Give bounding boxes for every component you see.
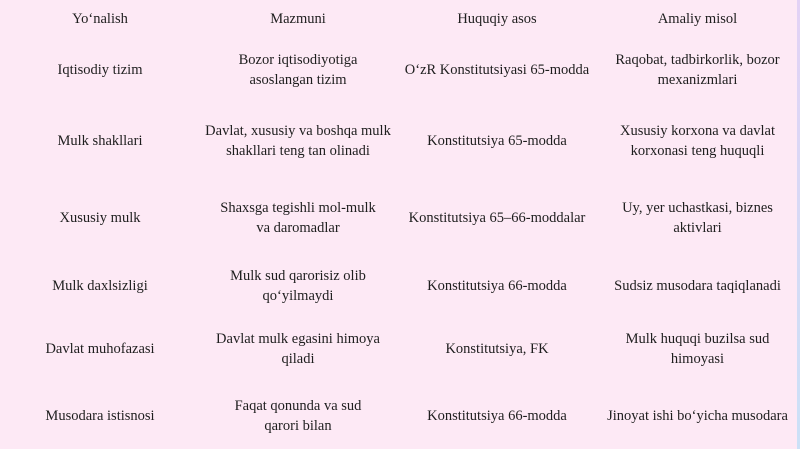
cell-content: Davlat mulk egasini himoya qiladi — [216, 331, 380, 367]
cell-direction: Davlat muhofazasi — [45, 341, 155, 357]
table-row — [0, 181, 797, 255]
cell-content: Shaxsga tegishli mol-mulk va daromadlar — [220, 200, 376, 236]
cell-practical-example: Uy, yer uchastkasi, biznes aktivlari — [622, 200, 773, 236]
cell-legal-basis: Konstitutsiya 66-modda — [427, 277, 567, 294]
cell-legal-basis: Konstitutsiya 65–66-moddalar — [408, 210, 586, 226]
table-row — [0, 382, 797, 449]
table-row — [0, 316, 797, 382]
header-direction: Yo‘nalish — [72, 11, 128, 27]
cell-content: Davlat, xususiy va boshqa mulk shakllari teng tan olinadi — [205, 123, 391, 159]
cell-practical-example: Jinoyat ishi bo‘yicha musodara — [607, 407, 788, 424]
header-legal-basis: Huquqiy asos — [457, 11, 537, 27]
header-practical-example: Amaliy misol — [657, 11, 738, 27]
cell-practical-example: Sudsiz musodara taqiqlanadi — [614, 277, 781, 294]
cell-direction: Iqtisodiy tizim — [57, 61, 143, 78]
cell-practical-example: Mulk huquqi buzilsa sud himoyasi — [625, 331, 770, 367]
header-content: Mazmuni — [270, 11, 326, 27]
cell-content: Faqat qonunda va sud qarori bilan — [234, 397, 362, 434]
table-row — [0, 101, 797, 181]
table-row — [0, 255, 797, 316]
cell-direction: Mulk shakllari — [57, 133, 143, 149]
cell-legal-basis: Konstitutsiya 66-modda — [427, 407, 567, 424]
cell-direction: Xususiy mulk — [59, 210, 141, 226]
header-row — [0, 0, 797, 38]
cell-direction: Musodara istisnosi — [45, 407, 155, 424]
cell-direction: Mulk daxlsizligi — [52, 277, 148, 294]
cell-content: Mulk sud qarorisiz olib qo‘yilmaydi — [230, 267, 366, 304]
cell-practical-example: Xususiy korxona va davlat korxonasi teng huquqli — [619, 123, 776, 159]
table-row — [0, 38, 797, 101]
cell-legal-basis: Konstitutsiya 65-modda — [427, 133, 567, 149]
cell-legal-basis: O‘zR Konstitutsiyasi 65-modda — [404, 61, 590, 78]
cell-practical-example: Raqobat, tadbirkorlik, bozor mexanizmlari — [615, 51, 780, 88]
cell-legal-basis: Konstitutsiya, FK — [445, 341, 549, 357]
cell-content: Bozor iqtisodiyotiga asoslangan tizim — [238, 51, 358, 88]
